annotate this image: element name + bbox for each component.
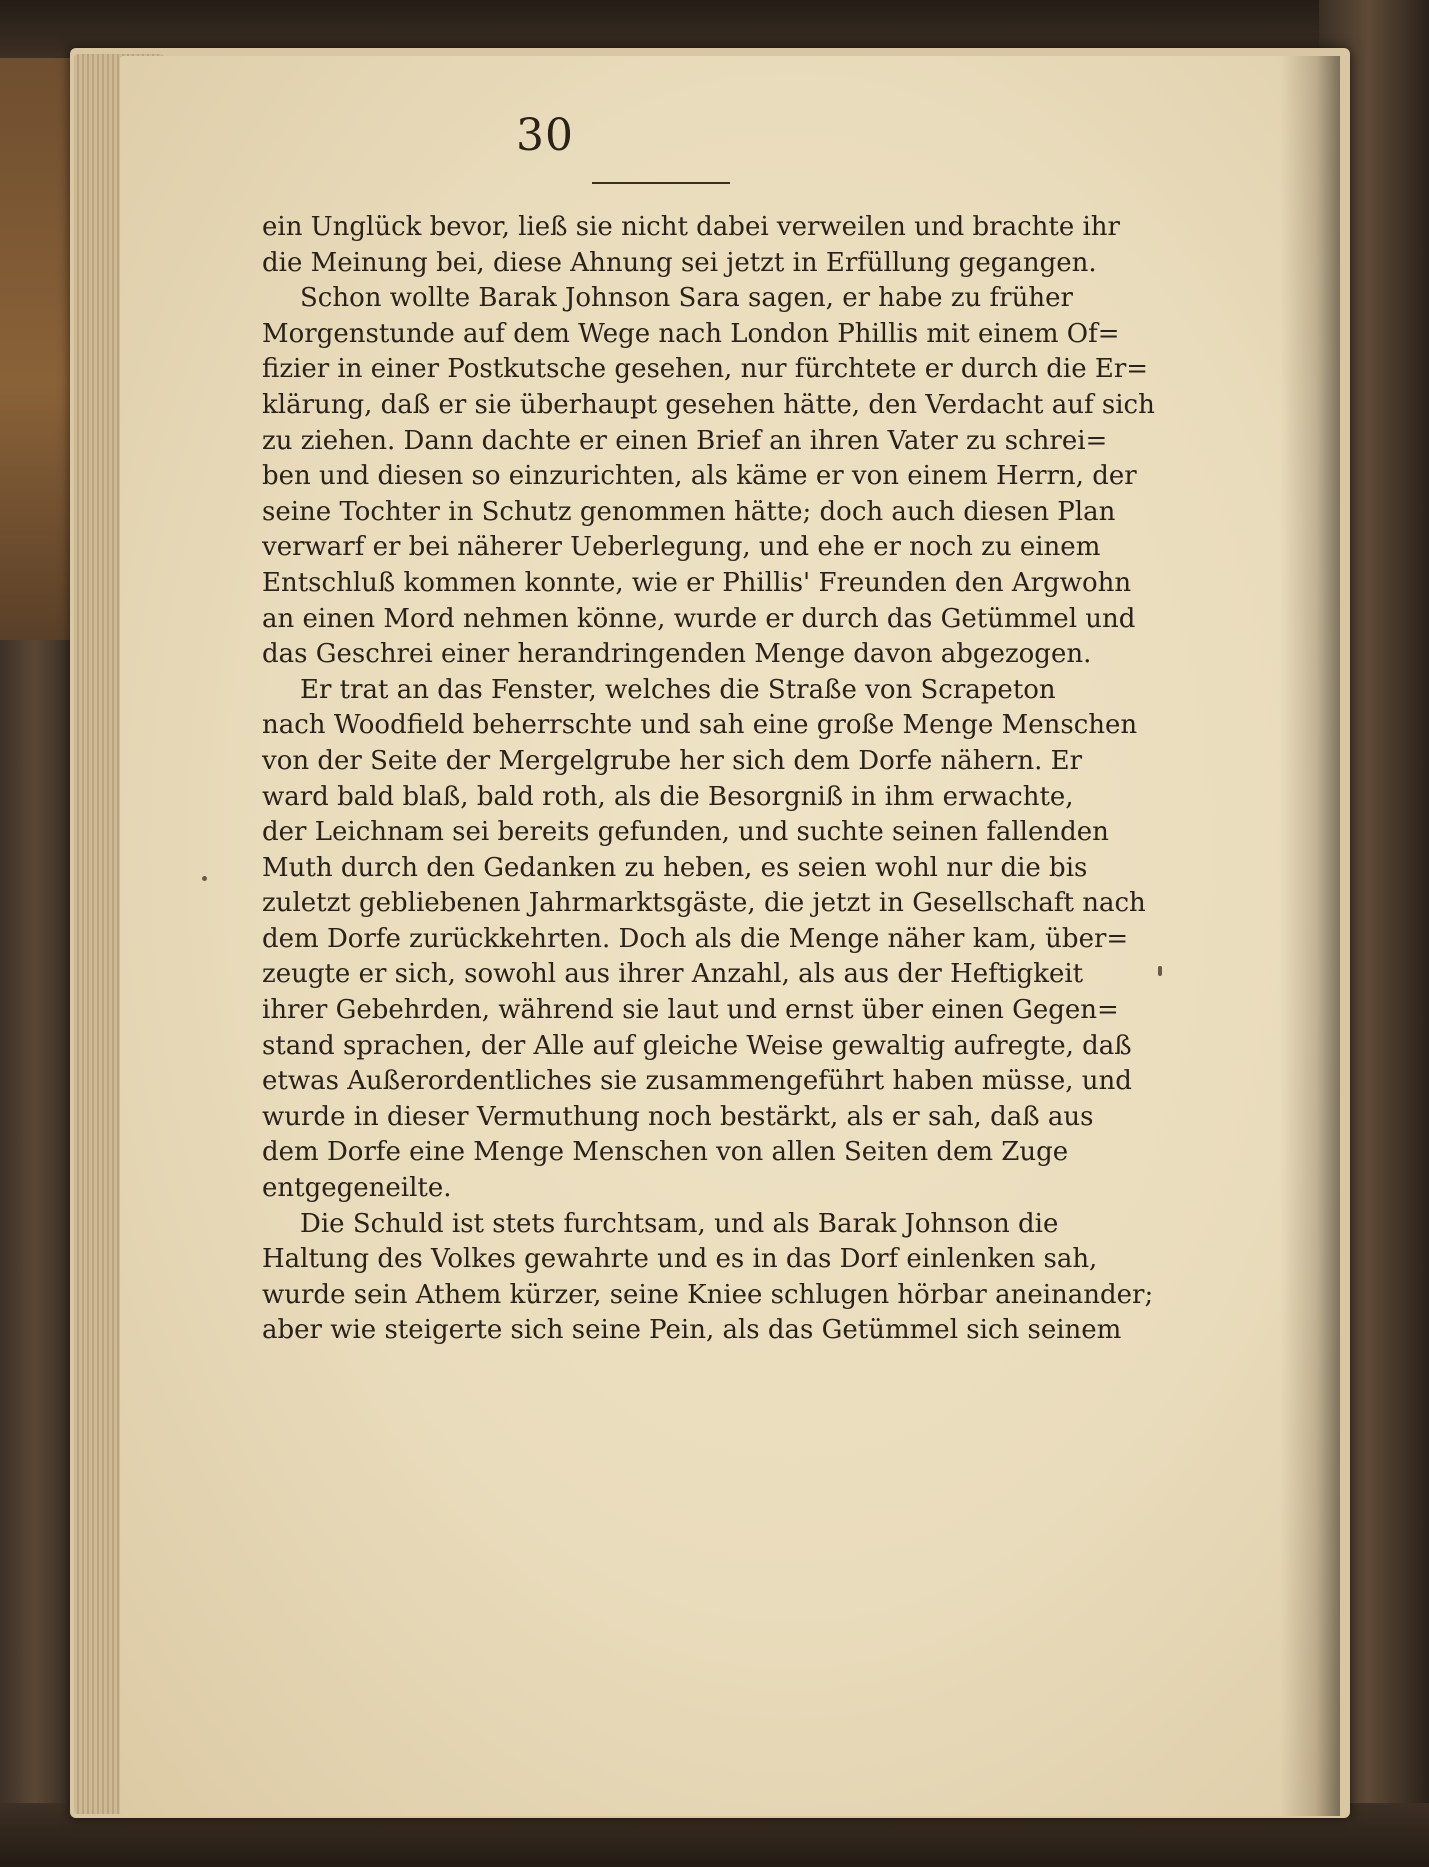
page-gutter-shadow (1280, 56, 1340, 1816)
text-line: wurde in dieser Vermuthung noch bestärkt, als er sah, daß aus (262, 1101, 1094, 1132)
text-line: aber wie steigerte sich seine Pein, als das Getümmel sich seinem (262, 1315, 1122, 1346)
text-line: die Meinung bei, diese Ahnung sei jetzt in Erfüllung gegangen. (262, 247, 1097, 278)
text-line: Muth durch den Gedanken zu heben, es seien wohl nur die bis (262, 852, 1088, 883)
text-line: zeugte er sich, sowohl aus ihrer Anzahl, als aus der Heftigkeit (262, 959, 1084, 990)
text-line: Er trat an das Fenster, welches die Straße von Scrapeton (300, 674, 1056, 705)
text-line: dem Dorfe eine Menge Menschen von allen Seiten dem Zuge (262, 1137, 1069, 1168)
text-line: Entschluß kommen konnte, wie er Phillis' Freunden den Argwohn (262, 567, 1132, 598)
text-line: zu ziehen. Dann dachte er einen Brief an ihren Vater zu schrei= (262, 425, 1108, 456)
text-line: dem Dorfe zurückkehrten. Doch als die Menge näher kam, über= (262, 923, 1129, 954)
text-line: wurde sein Athem kürzer, seine Kniee schlugen hörbar aneinander; (262, 1279, 1154, 1310)
page-number-rule (592, 182, 730, 184)
text-line: fizier in einer Postkutsche gesehen, nur fürchtete er durch die Er= (262, 354, 1149, 385)
paragraph (262, 673, 1146, 1207)
paper-speck (202, 876, 207, 881)
text-line: ihrer Gebehrden, während sie laut und ernst über einen Gegen= (262, 995, 1119, 1026)
text-line: nach Woodfield beherrschte und sah eine große Menge Menschen (262, 710, 1138, 741)
text-line: Haltung des Volkes gewahrte und es in das Dorf einlenken sah, (262, 1244, 1098, 1275)
text-line: ein Unglück bevor, ließ sie nicht dabei verweilen und brachte ihr (262, 212, 1120, 242)
paragraph (262, 281, 1155, 673)
text-line: klärung, daß er sie überhaupt gesehen hätte, den Verdacht auf sich (262, 389, 1155, 420)
text-line: seine Tochter in Schutz genommen hätte; doch auch diesen Plan (262, 496, 1116, 527)
text-line: zuletzt gebliebenen Jahrmarktsgäste, die jetzt in Gesellschaft nach (262, 888, 1146, 919)
text-line: von der Seite der Mergelgrube her sich dem Dorfe nähern. Er (262, 745, 1083, 776)
text-line: das Geschrei einer herandringenden Menge davon abgezogen. (262, 639, 1092, 670)
text-line: Die Schuld ist stets furchtsam, und als Barak Johnson die (300, 1208, 1059, 1239)
text-line: der Leichnam sei bereits gefunden, und suchte seinen fallenden (262, 817, 1109, 848)
text-line: ward bald blaß, bald roth, als die Besorgniß in ihm erwachte, (262, 781, 1074, 812)
paragraph (262, 210, 1120, 281)
paper-speck (1158, 966, 1162, 976)
body-text (262, 210, 1155, 1349)
text-line: entgegeneilte. (262, 1173, 452, 1204)
text-line: etwas Außerordentliches sie zusammengeführt haben müsse, und (262, 1066, 1132, 1097)
text-line: an einen Mord nehmen könne, wurde er durch das Getümmel und (262, 603, 1136, 634)
text-line: verwarf er bei näherer Ueberlegung, und ehe er noch zu einem (262, 532, 1101, 563)
text-line: Morgenstunde auf dem Wege nach London Phillis mit einem Of= (262, 318, 1120, 349)
text-line: Schon wollte Barak Johnson Sara sagen, er habe zu früher (300, 283, 1073, 314)
text-line: stand sprachen, der Alle auf gleiche Weise gewaltig aufregte, daß (262, 1030, 1132, 1061)
paragraph (262, 1207, 1154, 1349)
page-number: 30 (516, 110, 574, 161)
text-line: ben und diesen so einzurichten, als käme er von einem Herrn, der (262, 461, 1137, 492)
